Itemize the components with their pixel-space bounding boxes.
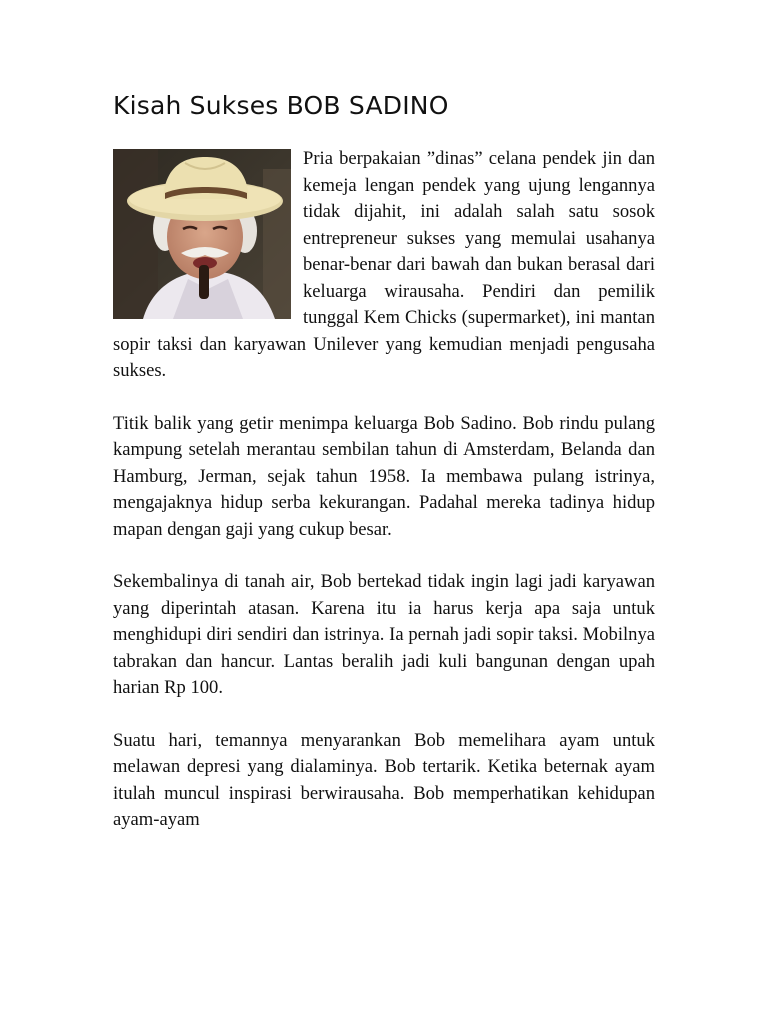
- portrait-photo: [113, 149, 291, 319]
- paragraph-4: Suatu hari, temannya menyarankan Bob memelihara ayam untuk melawan depresi yang dialaminya. Bob tertarik. Ketika beternak ayam itulah muncul inspirasi berwirausaha. Bob memperhatikan kehidupan ayam-ayam: [113, 729, 655, 830]
- document-title: Kisah Sukses BOB SADINO: [113, 91, 449, 120]
- document-page: [113, 88, 655, 860]
- paragraph-2: Titik balik yang getir menimpa keluarga Bob Sadino. Bob rindu pulang kampung setelah merantau sembilan tahun di Amsterdam, Belanda dan Hamburg, Jerman, sejak tahun 1958. Ia membawa pulang istrinya, mengajaknya hidup serba kekurangan. Padahal mereka tadinya hidup mapan dengan gaji yang cukup besar.: [113, 412, 655, 540]
- paragraph-1: Pria berpakaian ”dinas” celana pendek jin dan kemeja lengan pendek yang ujung lengannya tidak dijahit, ini adalah salah satu sosok entrepreneur sukses yang memulai usahanya benar-benar dari bawah dan bukan berasal dari keluarga wirausaha. Pendiri dan pemilik tunggal Kem Chicks (supermarket), ini mantan sopir taksi dan karyawan Unilever yang kemudian menjadi pengusaha sukses.: [113, 148, 655, 381]
- paragraph-3: Sekembalinya di tanah air, Bob bertekad tidak ingin lagi jadi karyawan yang diperintah atasan. Karena itu ia harus kerja apa saja untuk menghidupi diri sendiri dan istrinya. Ia pernah jadi sopir taksi. Mobilnya tabrakan dan hancur. Lantas beralih jadi kuli bangunan dengan upah harian Rp 100.: [113, 571, 655, 698]
